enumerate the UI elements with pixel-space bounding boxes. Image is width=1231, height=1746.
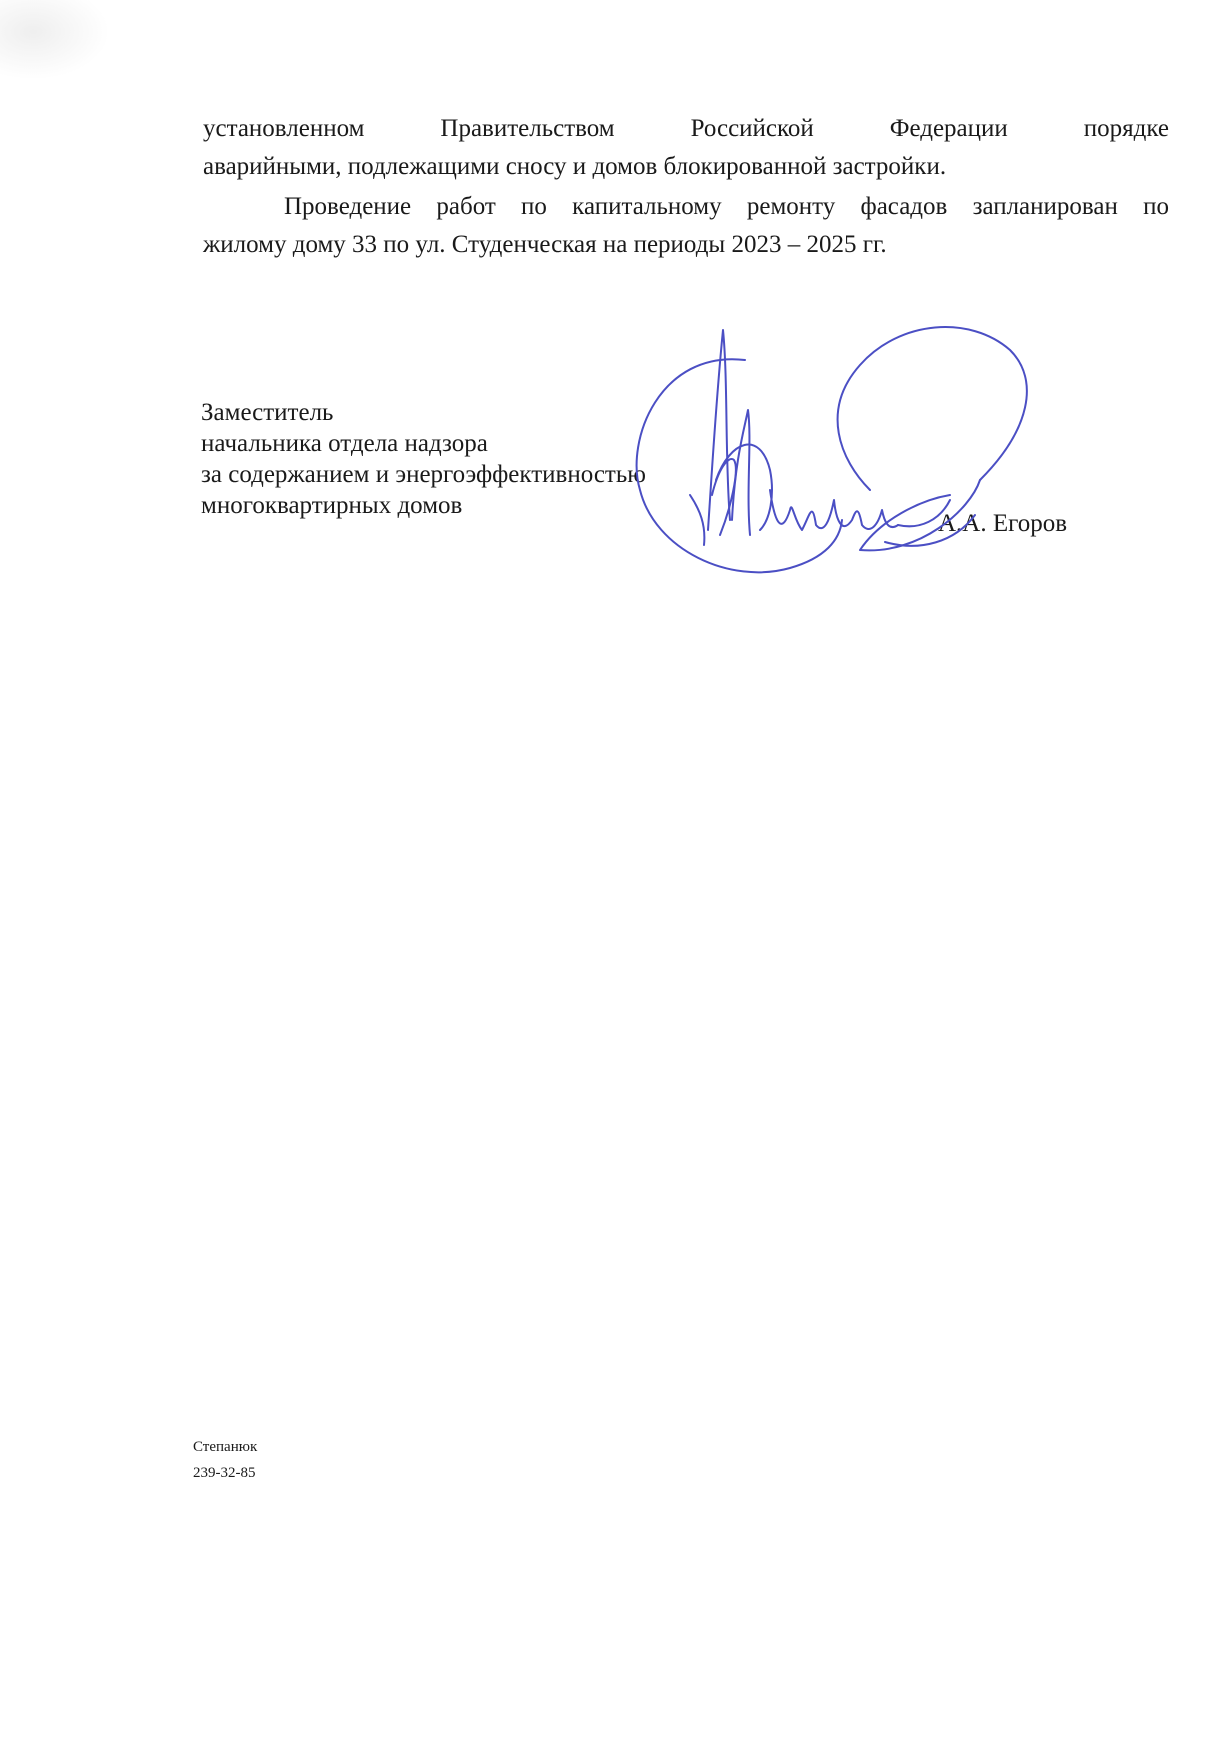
paragraph-1 <box>203 110 1169 186</box>
executor-name: Степанюк <box>193 1439 258 1455</box>
paragraph-1-line-1 <box>203 110 1169 148</box>
word: по <box>521 193 547 220</box>
paragraph-2-line-1 <box>203 188 1169 226</box>
handwritten-signature <box>620 320 1080 600</box>
paragraph-2-line-2: жилому дому 33 по ул. Студенческая на периоды 2023 – 2025 гг. <box>203 231 887 258</box>
word: Правительством <box>440 115 615 142</box>
signer-name: А.А. Егоров <box>938 510 1068 537</box>
executor-phone: 239-32-85 <box>193 1465 256 1481</box>
executor-info <box>193 1434 257 1486</box>
position-line: многоквартирных домов <box>201 492 463 519</box>
word: ремонту <box>746 193 836 220</box>
signatory-position <box>201 397 646 521</box>
word: фасадов <box>860 193 948 220</box>
position-line: Заместитель <box>201 399 334 426</box>
position-line: за содержанием и энергоэффективностью <box>201 461 646 488</box>
word: работ <box>436 193 496 220</box>
word: порядке <box>1083 115 1169 142</box>
word: Федерации <box>889 115 1008 142</box>
position-line: начальника отдела надзора <box>201 430 488 457</box>
word: запланирован <box>972 193 1118 220</box>
word: капитальному <box>572 193 722 220</box>
word: по <box>1143 193 1169 220</box>
word: Проведение <box>284 193 412 220</box>
paragraph-1-line-2: аварийными, подлежащими сносу и домов блокированной застройки. <box>203 153 947 180</box>
scan-shadow <box>0 0 110 80</box>
word: установленном <box>203 115 365 142</box>
word: Российской <box>690 115 814 142</box>
paragraph-2 <box>203 188 1169 264</box>
